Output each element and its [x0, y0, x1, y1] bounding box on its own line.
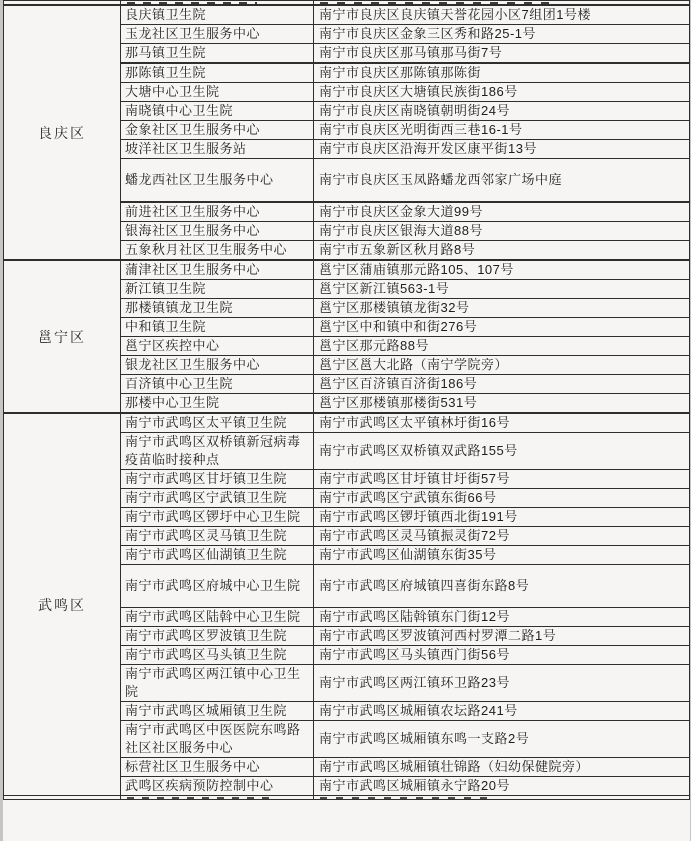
facility-cell: 良庆镇卫生院	[121, 5, 314, 25]
address-cell: 南宁市武鸣区城厢镇壮锦路（妇幼保健院旁）	[314, 758, 690, 777]
district-cell: 良庆区	[4, 5, 121, 260]
facility-cell: 南宁市武鸣区仙湖镇卫生院	[121, 546, 314, 565]
facility-cell: 南宁市武鸣区双桥镇新冠病毒疫苗临时接种点	[121, 433, 314, 470]
facility-cell: 坡洋社区卫生服务站	[121, 140, 314, 159]
table-row	[4, 260, 690, 280]
facility-cell: 南宁市武鸣区府城中心卫生院	[121, 565, 314, 608]
facility-cell: 蟠龙西社区卫生服务中心	[121, 159, 314, 203]
facility-cell: 南宁市武鸣区两江镇中心卫生院	[121, 665, 314, 702]
health-facilities-table-wrap	[3, 0, 690, 841]
facility-cell: 五象秋月社区卫生服务中心	[121, 241, 314, 261]
facility-cell: 南宁市武鸣区城厢镇卫生院	[121, 702, 314, 721]
facility-cell: 新江镇卫生院	[121, 280, 314, 299]
address-cell: 南宁市良庆区玉凤路蟠龙西邻家广场中庭	[314, 159, 690, 203]
facility-cell: 南宁市武鸣区中医医院东鸣路社区社区服务中心	[121, 721, 314, 758]
facility-cell: 前进社区卫生服务中心	[121, 202, 314, 222]
address-cell: 南宁市武鸣区城厢镇东鸣一支路2号	[314, 721, 690, 758]
address-cell: 南宁市良庆区那马镇那马街7号	[314, 44, 690, 64]
facility-cell: 南宁市武鸣区甘圩镇卫生院	[121, 470, 314, 489]
facility-cell: 银海社区卫生服务中心	[121, 222, 314, 241]
address-cell: 邕宁区中和镇中和街276号	[314, 318, 690, 337]
clipped-row	[4, 796, 690, 800]
district-section-2	[4, 260, 690, 413]
address-cell: 邕宁区新江镇563-1号	[314, 280, 690, 299]
address-cell: 南宁市武鸣区城厢镇永宁路20号	[314, 777, 690, 796]
facility-cell: 百济镇中心卫生院	[121, 375, 314, 394]
address-cell: 南宁市良庆区大塘镇民族街186号	[314, 83, 690, 102]
address-cell: 南宁市武鸣区锣圩镇西北街191号	[314, 508, 690, 527]
address-cell: 南宁市五象新区秋月路8号	[314, 241, 690, 261]
address-cell: 邕宁区那楼镇那楼街531号	[314, 394, 690, 414]
address-cell: 南宁市武鸣区灵马镇振灵街72号	[314, 527, 690, 546]
facility-cell: 银龙社区卫生服务中心	[121, 356, 314, 375]
address-cell: 南宁市良庆区金象三区秀和路25-1号	[314, 25, 690, 44]
table-row	[4, 5, 690, 25]
address-cell: 南宁市武鸣区马头镇西门街56号	[314, 646, 690, 665]
address-cell: 南宁市武鸣区仙湖镇东街35号	[314, 546, 690, 565]
facility-cell: 武鸣区疾病预防控制中心	[121, 777, 314, 796]
address-cell: 南宁市武鸣区太平镇林圩街16号	[314, 413, 690, 433]
address-cell: 南宁市良庆区银海大道88号	[314, 222, 690, 241]
district-cell: 邕宁区	[4, 260, 121, 413]
facility-cell: 南宁市武鸣区灵马镇卫生院	[121, 527, 314, 546]
facility-cell: 蒲津社区卫生服务中心	[121, 260, 314, 280]
address-cell: 南宁市武鸣区府城镇四喜街东路8号	[314, 565, 690, 608]
address-cell: 南宁市武鸣区罗波镇河西村罗潭二路1号	[314, 627, 690, 646]
district-cell: 武鸣区	[4, 413, 121, 796]
facility-cell: 南宁市武鸣区太平镇卫生院	[121, 413, 314, 433]
address-cell: 邕宁区那元路88号	[314, 337, 690, 356]
facility-cell: 南宁市武鸣区宁武镇卫生院	[121, 489, 314, 508]
health-facilities-table	[3, 0, 690, 800]
address-cell: 南宁市良庆区南晓镇朝明街24号	[314, 102, 690, 121]
address-cell: 南宁市武鸣区城厢镇农坛路241号	[314, 702, 690, 721]
address-cell: 南宁市武鸣区宁武镇东街66号	[314, 489, 690, 508]
facility-cell: 玉龙社区卫生服务中心	[121, 25, 314, 44]
address-cell: 南宁市武鸣区甘圩镇甘圩街57号	[314, 470, 690, 489]
facility-cell: 南宁市武鸣区罗波镇卫生院	[121, 627, 314, 646]
facility-cell: 南宁市武鸣区锣圩中心卫生院	[121, 508, 314, 527]
address-cell: 南宁市武鸣区两江镇环卫路23号	[314, 665, 690, 702]
district-section-1	[4, 5, 690, 260]
address-cell: 南宁市良庆区良庆镇天誉花园小区7组团1号楼	[314, 5, 690, 25]
address-cell: 邕宁区百济镇百济街186号	[314, 375, 690, 394]
facility-cell: 那马镇卫生院	[121, 44, 314, 64]
facility-cell: 标营社区卫生服务中心	[121, 758, 314, 777]
district-cell	[4, 796, 121, 800]
district-section-3	[4, 413, 690, 796]
address-cell: 南宁市武鸣区陆斡镇东门街12号	[314, 608, 690, 627]
facility-cell: 那楼中心卫生院	[121, 394, 314, 414]
facility-cell: 那陈镇卫生院	[121, 63, 314, 83]
address-cell	[314, 796, 690, 800]
facility-cell: 中和镇卫生院	[121, 318, 314, 337]
facility-cell: 南宁市武鸣区陆斡中心卫生院	[121, 608, 314, 627]
address-cell: 邕宁区那楼镇镇龙街32号	[314, 299, 690, 318]
address-cell: 邕宁区蒲庙镇那元路105、107号	[314, 260, 690, 280]
facility-cell: 南晓镇中心卫生院	[121, 102, 314, 121]
address-cell: 南宁市良庆区沿海开发区康平街13号	[314, 140, 690, 159]
address-cell: 南宁市良庆区那陈镇那陈街	[314, 63, 690, 83]
address-cell: 南宁市良庆区金象大道99号	[314, 202, 690, 222]
address-cell: 邕宁区邕大北路（南宁学院旁）	[314, 356, 690, 375]
facility-cell: 南宁市武鸣区马头镇卫生院	[121, 646, 314, 665]
table-row	[4, 413, 690, 433]
facility-cell: 金象社区卫生服务中心	[121, 121, 314, 140]
facility-cell: 大塘中心卫生院	[121, 83, 314, 102]
clipped-row-bottom	[4, 796, 690, 800]
facility-cell	[121, 796, 314, 800]
address-cell: 南宁市武鸣区双桥镇双武路155号	[314, 433, 690, 470]
address-cell: 南宁市良庆区光明街西三巷16-1号	[314, 121, 690, 140]
facility-cell: 那楼镇镇龙卫生院	[121, 299, 314, 318]
facility-cell: 邕宁区疾控中心	[121, 337, 314, 356]
